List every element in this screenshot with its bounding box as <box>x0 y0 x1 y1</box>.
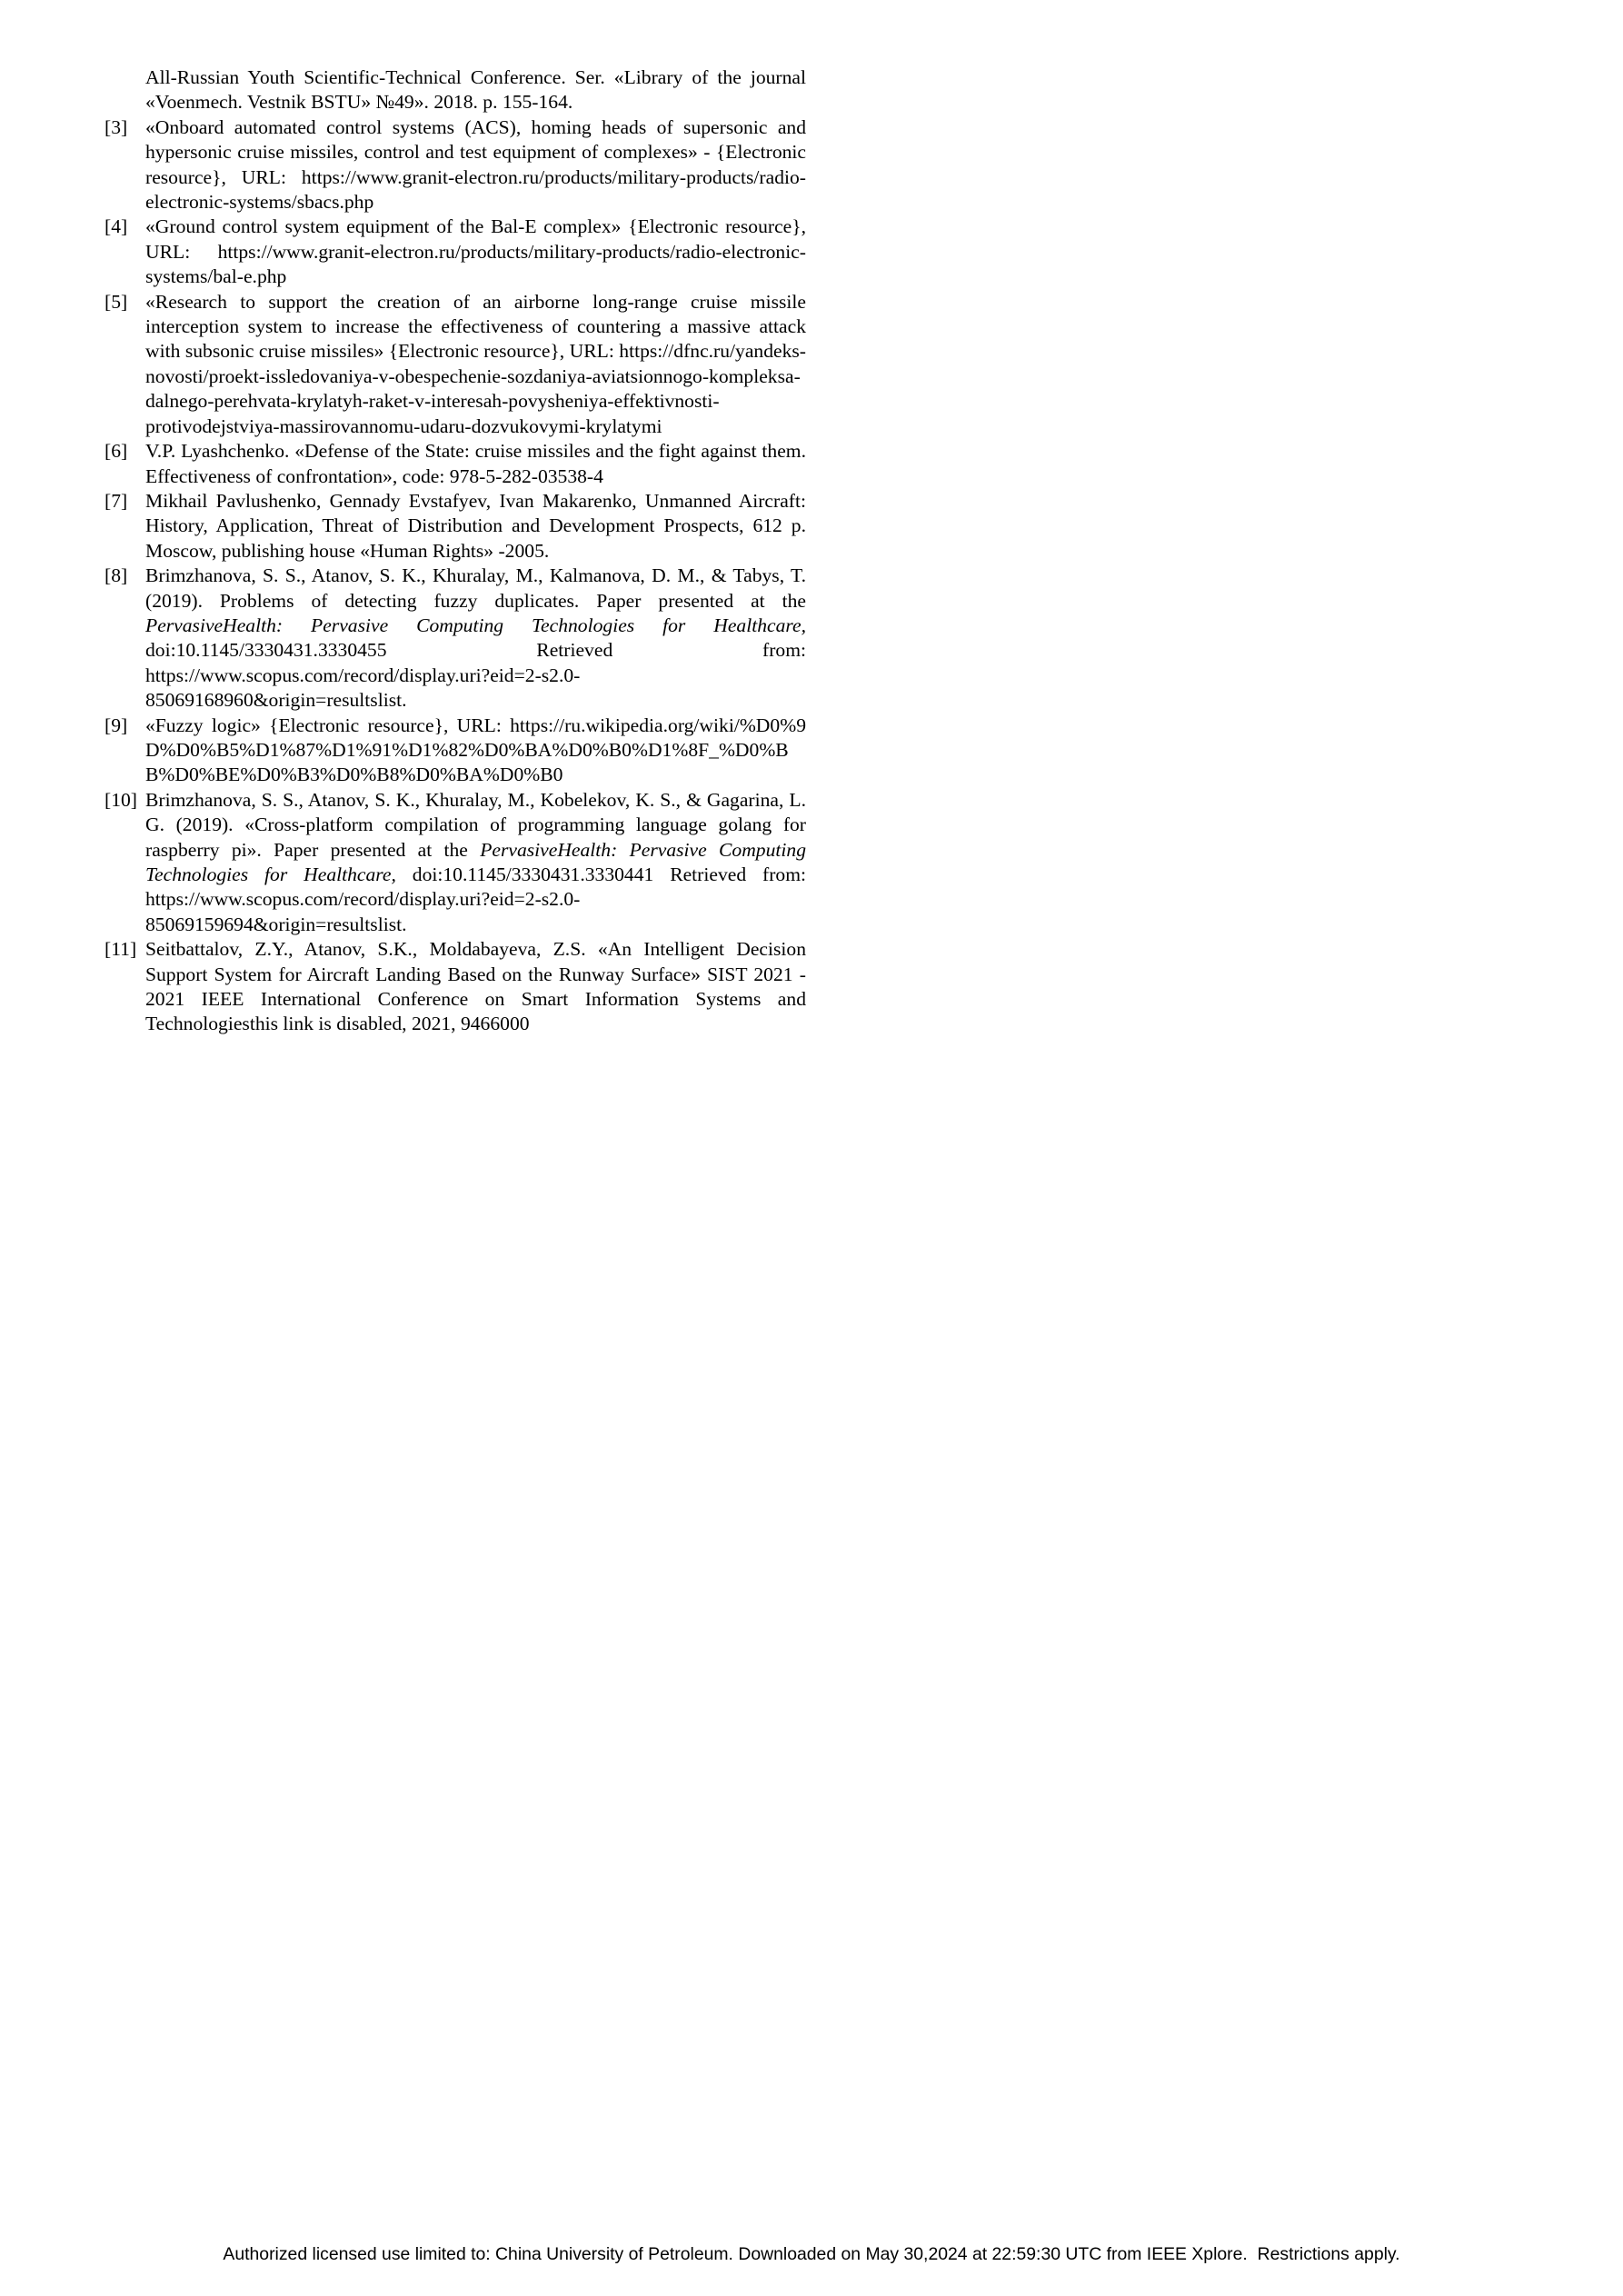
reference-text: Mikhail Pavlushenko, Gennady Evstafyev, Ivan Makarenko, Unmanned Aircraft: History, Application, Threat of Distribution and Development Prospects, 612 p. Moscow, publishing house «Human Rights» -2005. <box>145 489 806 562</box>
reference-text <box>145 788 806 937</box>
reference-text: All-Russian Youth Scientific-Technical Conference. Ser. «Library of the journal «Voenmech. Vestnik BSTU» №49». 2018. p. 155-164. <box>145 66 806 114</box>
reference-number: [4] <box>105 215 128 238</box>
reference-text-part: Brimzhanova, S. S., Atanov, S. K., Khuralay, M., Kalmanova, D. M., & Tabys, T. (2019). Problems of detecting fuzzy duplicates. Paper presented at the <box>145 564 806 612</box>
reference-text-part: «Fuzzy logic» {Electronic resource}, URL: <box>145 714 502 736</box>
reference-item-4 <box>105 215 806 289</box>
reference-item-8 <box>105 564 806 713</box>
reference-item-5 <box>105 290 806 439</box>
reference-number: [5] <box>105 290 128 313</box>
reference-number: [6] <box>105 440 128 463</box>
reference-text <box>145 564 806 713</box>
reference-number: [3] <box>105 115 128 138</box>
reference-text-part: doi:10.1145/3330431.3330441 Retrieved from: https://www.scopus.com/record/display.uri?eid=2-s2.0-85069159694&origin=resultslist. <box>145 863 806 935</box>
reference-text: V.P. Lyashchenko. «Defense of the State: cruise missiles and the fight against them. Effectiveness of confrontation», code: 978-5-282-03538-4 <box>145 440 806 487</box>
reference-item-7 <box>105 489 806 564</box>
reference-item-6 <box>105 439 806 489</box>
reference-text-part: doi:10.1145/3330431.3330455 Retrieved from: https://www.scopus.com/record/display.uri?eid=2-s2.0-85069168960&origin=resultslist. <box>145 639 806 712</box>
reference-list <box>105 65 806 1037</box>
reference-number: [9] <box>105 714 128 736</box>
reference-text <box>145 714 806 788</box>
license-footer: Authorized licensed use limited to: China University of Petroleum. Downloaded on May 30,2024 at 22:59:30 UTC from IEEE Xplore. Restrictions apply. <box>223 2244 1400 2264</box>
reference-text: «Onboard automated control systems (ACS), homing heads of supersonic and hypersonic cruise missiles, control and test equipment of complexes» - {Electronic resource}, URL: https://www.granit-electron.ru/products/military-products/radio-electronic-systems/sbacs.php <box>145 115 806 214</box>
reference-item-9 <box>105 714 806 788</box>
reference-text-part: Brimzhanova, S. S., Atanov, S. K., Khuralay, M., Kobelekov, K. S., & Gagarina, L. G. (2019). «Cross-platform compilation of programming language golang for raspberry pi». Paper presented at the <box>145 788 806 861</box>
reference-item-10 <box>105 788 806 937</box>
reference-continuation <box>105 65 806 115</box>
reference-url: https://ru.wikipedia.org/wiki/%D0%9D%D0%B5%D1%87%D1%91%D1%82%D0%BA%D0%B0%D1%8F_%D0%BB%D0%BE%D0%B3%D0%B8%D0%BA%D0%B0 <box>145 714 806 786</box>
reference-item-3 <box>105 115 806 215</box>
reference-number: [7] <box>105 489 128 512</box>
reference-text: «Ground control system equipment of the Bal-E complex» {Electronic resource}, URL: https://www.granit-electron.ru/products/military-products/radio-electronic-systems/bal-e.php <box>145 215 806 288</box>
reference-venue-italic: PervasiveHealth: Pervasive Computing Technologies for Healthcare, <box>145 614 806 636</box>
reference-number: [10] <box>105 788 137 811</box>
reference-number: [8] <box>105 564 128 587</box>
reference-text: Seitbattalov, Z.Y., Atanov, S.K., Moldabayeva, Z.S. «An Intelligent Decision Support System for Aircraft Landing Based on the Runway Surface» SIST 2021 - 2021 IEEE International Conference on Smart Information Systems and Technologiesthis link is disabled, 2021, 9466000 <box>145 938 806 1035</box>
reference-venue-italic: PervasiveHealth: Pervasive Computing Technologies for Healthcare, <box>145 838 806 885</box>
reference-text: «Research to support the creation of an airborne long-range cruise missile interception system to increase the effectiveness of countering a massive attack with subsonic cruise missiles» {Electronic resource}, URL: https://dfnc.ru/yandeks-novosti/proekt-issledovaniya-v-obespechenie-sozdaniya-aviatsionnogo-kompleksa-dalnego-perehvata-krylatyh-raket-v-interesah-povysheniya-effektivnosti-protivodejstviya-massirovannomu-udaru-dozvukovymi-krylatymi <box>145 290 806 437</box>
reference-number: [11] <box>105 938 137 961</box>
reference-item-11 <box>105 937 806 1037</box>
